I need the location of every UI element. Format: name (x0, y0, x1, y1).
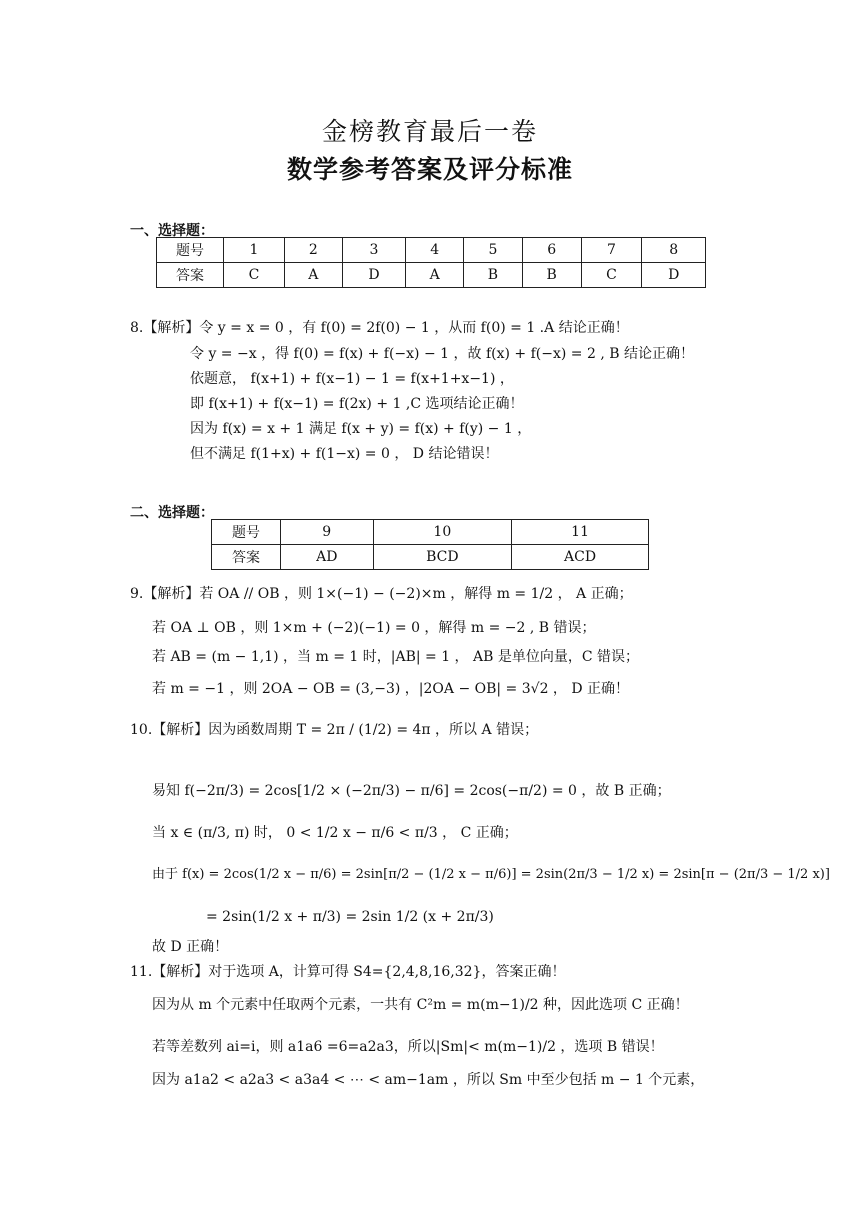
q9-line-3: 若 AB = (m − 1,1) ，当 m = 1 时，|AB| = 1 ， AB 是单位向量，C 错误； (152, 649, 640, 665)
table-cell: A (284, 263, 342, 288)
q8-line-5: 因为 f(x) = x + 1 满足 f(x + y) = f(x) + f(y) − 1 ， (190, 421, 532, 437)
table-cell: 题号 (212, 520, 281, 545)
table-cell: B (464, 263, 523, 288)
table-cell: B (522, 263, 581, 288)
q10-line-3: 当 x ∈ (π/3, π) 时， 0 < 1/2 x − π/6 < π/3 ， C 正确； (152, 825, 518, 841)
table-cell: 10 (373, 520, 512, 545)
table-cell: 5 (464, 238, 523, 263)
q8-line-2: 令 y = −x ，得 f(0) = f(x) + f(−x) − 1 ，故 f(x) + f(−x) = 2 , B 结论正确！ (190, 346, 694, 362)
table-cell: 答案 (157, 263, 224, 288)
section1-heading: 一、选择题： (130, 223, 214, 239)
table-cell: 3 (342, 238, 406, 263)
q8-line-1: 8.【解析】令 y = x = 0 ，有 f(0) = 2f(0) − 1 ，从而 f(0) = 1 .A 结论正确！ (130, 320, 629, 336)
q10-line-5: = 2sin(1/2 x + π/3) = 2sin 1/2 (x + 2π/3) (206, 909, 494, 925)
table-row (212, 545, 649, 570)
q11-line-2: 因为从 m 个元素中任取两个元素，一共有 C²m = m(m−1)/2 种，因此选项 C 正确！ (152, 997, 689, 1013)
table-cell: D (342, 263, 406, 288)
q10-line-1: 10.【解析】因为函数周期 T = 2π / (1/2) = 4π ，所以 A 错误； (130, 722, 539, 738)
q11-line-4: 因为 a1a2 < a2a3 < a3a4 < ⋯ < am−1am ，所以 Sm 中至少包括 m − 1 个元素， (152, 1072, 705, 1088)
subtitle: 数学参考答案及评分标准 (286, 155, 573, 184)
table-cell: 11 (512, 520, 649, 545)
q9-line-4: 若 m = −1 ，则 2OA − OB = (3,−3) ，|2OA − OB| = 3√2 ， D 正确！ (152, 681, 630, 697)
table-cell: 6 (522, 238, 581, 263)
answer-table-2 (211, 519, 649, 570)
q8-line-4: 即 f(x+1) + f(x−1) = f(2x) + 1 ,C 选项结论正确！ (190, 396, 524, 412)
table-cell: 答案 (212, 545, 281, 570)
title: 金榜教育最后一卷 (321, 117, 538, 146)
table-cell: 4 (406, 238, 464, 263)
q9-line-2: 若 OA ⊥ OB ，则 1×m + (−2)(−1) = 0 ，解得 m = −2 , B 错误； (152, 620, 596, 636)
table-cell: ACD (512, 545, 649, 570)
table-row (157, 238, 706, 263)
table-cell: C (224, 263, 285, 288)
table-cell: 2 (284, 238, 342, 263)
table-cell: 题号 (157, 238, 224, 263)
table-cell: 1 (224, 238, 285, 263)
table-cell: 8 (642, 238, 706, 263)
q10-line-2: 易知 f(−2π/3) = 2cos[1/2 × (−2π/3) − π/6] = 2cos(−π/2) = 0 ，故 B 正确； (152, 783, 671, 799)
q10-line-6: 故 D 正确！ (152, 939, 229, 955)
answer-table-1 (156, 237, 706, 288)
table-cell: D (642, 263, 706, 288)
table-cell: C (581, 263, 642, 288)
table-cell: 7 (581, 238, 642, 263)
table-cell: 9 (281, 520, 374, 545)
table-cell: A (406, 263, 464, 288)
q11-line-3: 若等差数列 ai=i，则 a1a6 =6=a2a3，所以|Sm|< m(m−1)/2 ，选项 B 错误！ (152, 1039, 664, 1055)
q8-line-3: 依题意， f(x+1) + f(x−1) − 1 = f(x+1+x−1) ， (190, 371, 514, 387)
q9-line-1: 9.【解析】若 OA // OB ，则 1×(−1) − (−2)×m ，解得 m = 1/2 ， A 正确； (130, 586, 633, 602)
table-cell: BCD (373, 545, 512, 570)
q11-line-1: 11.【解析】对于选项 A，计算可得 S4={2,4,8,16,32}，答案正确！ (130, 964, 566, 980)
q8-line-6: 但不满足 f(1+x) + f(1−x) = 0 ， D 结论错误！ (190, 446, 499, 462)
table-row (212, 520, 649, 545)
section2-heading: 二、选择题： (130, 505, 214, 521)
q10-line-4: 由于 f(x) = 2cos(1/2 x − π/6) = 2sin[π/2 − (1/2 x − π/6)] = 2sin(2π/3 − 1/2 x) = 2sin[π − (2π/3 − 1/2 x)] (152, 867, 830, 882)
table-row (157, 263, 706, 288)
table-cell: AD (281, 545, 374, 570)
